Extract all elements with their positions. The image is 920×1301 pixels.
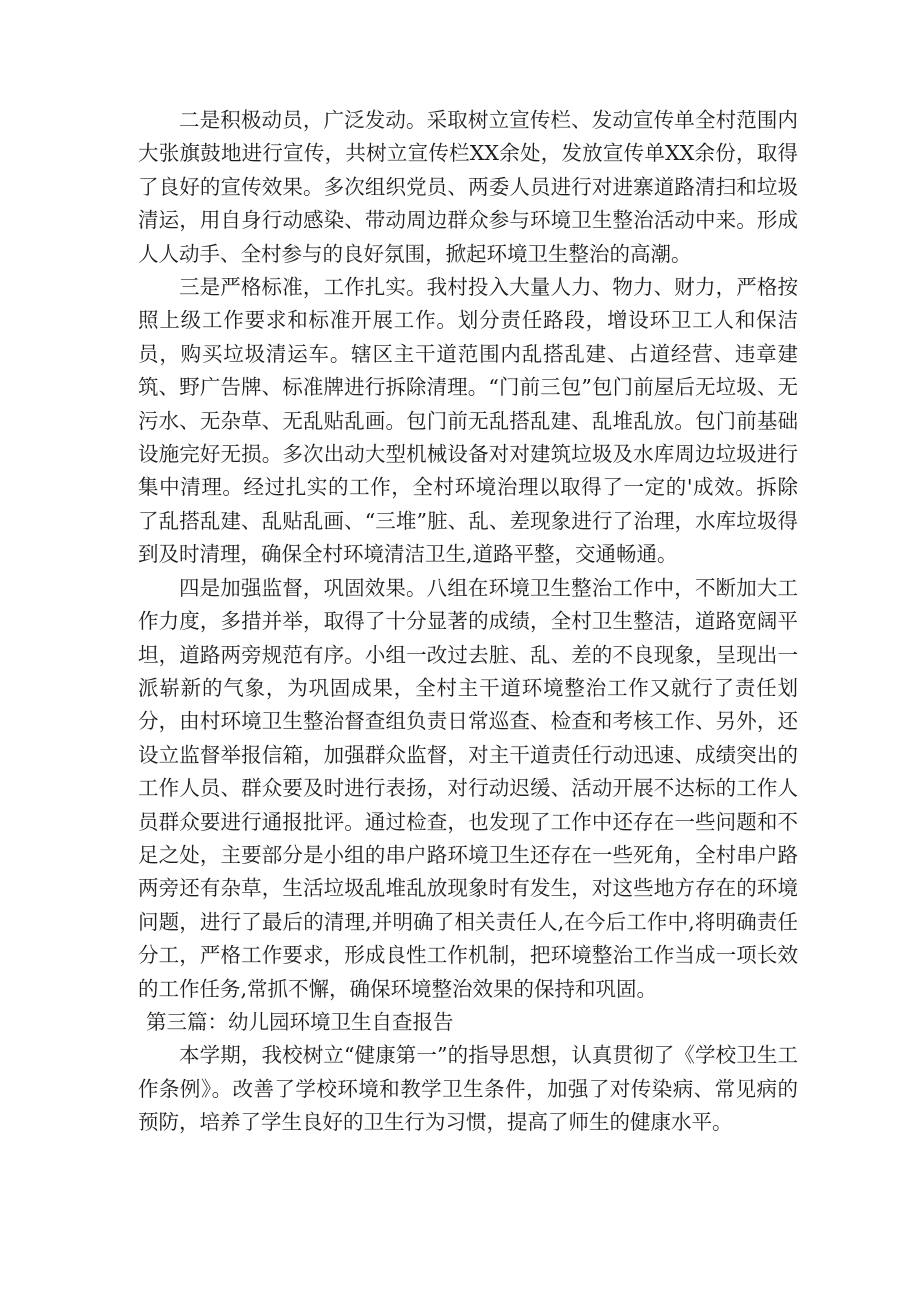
paragraph-kindergarten-intro: 本学期，我校树立“健康第一”的指导思想，认真贯彻了《学校卫生工作条例》。改善了学校环境和教学卫生条件，加强了对传染病、常见病的预防，培养了学生良好的卫生行为习惯，提高了师生的健康水平。 [138, 1043, 798, 1135]
paragraph-mobilization: 二是积极动员，广泛发动。采取树立宣传栏、发动宣传单全村范围内大张旗鼓地进行宣传，共树立宣传栏XX余处，发放宣传单XX余份，取得了良好的宣传效果。多次组织党员、两委人员进行对进寨道路清扫和垃圾清运，用自身行动感染、带动周边群众参与环境卫生整治活动中来。形成人人动手、全村参与的良好氛围，掀起环境卫生整治的高潮。 [138, 108, 798, 266]
paragraph-standards: 三是严格标准，工作扎实。我村投入大量人力、物力、财力，严格按照上级工作要求和标准开展工作。划分责任路段，增设环卫工人和保洁员，购买垃圾清运车。辖区主干道范围内乱搭乱建、占道经营、违章建筑、野广告牌、标准牌进行拆除清理。“门前三包”包门前屋后无垃圾、无污水、无杂草、无乱贴乱画。包门前无乱搭乱建、乱堆乱放。包门前基础设施完好无损。多次出动大型机械设备对对建筑垃圾及水库周边垃圾进行集中清理。经过扎实的工作，全村环境治理以取得了一定的'成效。拆除了乱搭乱建、乱贴乱画、“三堆”脏、乱、差现象进行了治理，水库垃圾得到及时清理，确保全村环境清洁卫生,道路平整，交通畅通。 [138, 275, 798, 567]
paragraph-supervision: 四是加强监督，巩固效果。八组在环境卫生整治工作中，不断加大工作力度，多措并举，取得了十分显著的成绩，全村卫生整洁，道路宽阔平坦，道路两旁规范有序。小组一改过去脏、乱、差的不良现象，呈现出一派崭新的气象，为巩固成果，全村主干道环境整治工作又就行了责任划分，由村环境卫生整治督查组负责日常巡查、检查和考核工作、另外，还设立监督举报信箱，加强群众监督，对主干道责任行动迅速、成绩突出的工作人员、群众要及时进行表扬，对行动迟缓、活动开展不达标的工作人员群众要进行通报批评。通过检查，也发现了工作中还存在一些问题和不足之处，主要部分是小组的串户路环境卫生还存在一些死角，全村串户路两旁还有杂草，生活垃圾乱堆乱放现象时有发生，对这些地方存在的环境问题，进行了最后的清理,并明确了相关责任人,在今后工作中,将明确责任分工，严格工作要求，形成良性工作机制，把环境整治工作当成一项长效的工作任务,常抓不懈，确保环境整治效果的保持和巩固。 [138, 575, 798, 1001]
document-body [138, 104, 798, 1140]
section-heading: 第三篇：幼儿园环境卫生自查报告 [146, 1009, 454, 1034]
